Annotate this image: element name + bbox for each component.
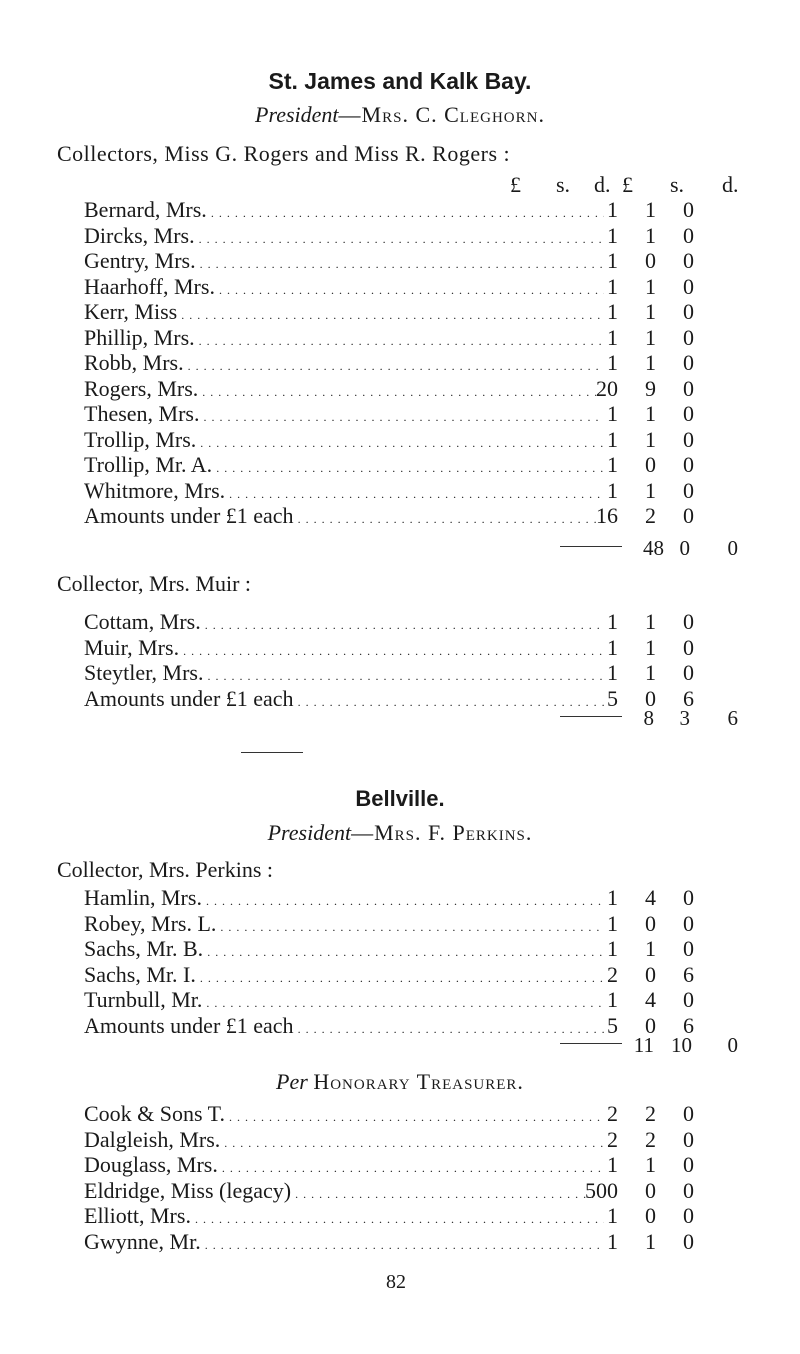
entry-shillings: 2 — [645, 503, 656, 528]
group2-total-pounds: 8 — [643, 706, 654, 730]
entry-shillings: 1 — [645, 401, 656, 426]
list-item — [84, 325, 800, 351]
president-name: —Mrs. F. Perkins. — [351, 820, 533, 845]
list-item — [84, 1203, 800, 1229]
entry-name: Trollip, Mr. A. . . . — [84, 452, 604, 478]
entry-pence: 0 — [683, 1126, 694, 1152]
entry-pence: 0 — [683, 222, 694, 248]
entry-pence: 0 — [683, 503, 694, 528]
list-item — [84, 1013, 800, 1039]
entry-pence: 6 — [683, 961, 694, 987]
group2-total-pence: 6 — [727, 706, 738, 730]
list-item — [84, 452, 800, 478]
list-item — [84, 936, 800, 962]
list-item — [84, 962, 800, 988]
list-item — [84, 299, 800, 325]
honorary-treasurer-title: Honorary Treasurer. — [313, 1069, 524, 1094]
entry-pence: 0 — [683, 1203, 694, 1228]
entry-pounds: 1 — [607, 299, 618, 324]
page-number: 82 — [386, 1271, 406, 1293]
entry-pence: 0 — [683, 1101, 694, 1126]
section-title-bellville: Bellville. — [355, 786, 445, 811]
entry-shillings: 4 — [645, 987, 656, 1012]
entry-shillings: 0 — [645, 1177, 656, 1203]
entry-pounds: 2 — [607, 1126, 618, 1152]
entry-pence: 0 — [683, 634, 694, 660]
group2-total-shillings: 3 — [679, 706, 690, 730]
entry-pounds: 500 — [585, 1177, 618, 1203]
president-label: President — [267, 820, 352, 845]
entry-pence: 0 — [683, 1177, 694, 1203]
entry-shillings: 1 — [645, 477, 656, 503]
entry-shillings: 0 — [645, 910, 656, 936]
list-item — [84, 401, 800, 427]
entry-shillings: 1 — [645, 222, 656, 248]
entry-pence: 0 — [683, 248, 694, 273]
entry-shillings: 1 — [645, 634, 656, 660]
entry-pounds: 2 — [607, 1101, 618, 1126]
collectors-line: Collectors, Miss G. Rogers and Miss R. Rogers : — [57, 141, 511, 166]
entry-pounds: 1 — [607, 401, 618, 426]
entry-pence: 6 — [683, 685, 694, 711]
list-item — [84, 1127, 800, 1153]
entry-shillings: 0 — [645, 452, 656, 477]
president-label: President — [255, 102, 339, 127]
list-item — [84, 1101, 800, 1127]
entry-name: Amounts under £1 each . . . — [84, 1013, 604, 1039]
entry-pounds: 1 — [607, 477, 618, 503]
entry-shillings: 0 — [645, 685, 656, 711]
entry-name: Hamlin, Mrs. . . . — [84, 885, 604, 911]
entry-shillings: 0 — [645, 1203, 656, 1228]
list-item — [84, 197, 800, 223]
entry-name: Dalgleish, Mrs. . . . — [84, 1127, 604, 1153]
entry-name: Rogers, Mrs. . . . — [84, 376, 604, 402]
col-pence: d. — [594, 172, 611, 197]
entry-pounds: 5 — [607, 685, 618, 711]
entry-pence: 0 — [683, 1152, 694, 1177]
bellville-total-pounds: 11 — [633, 1033, 654, 1057]
collector-bellville-line: Collector, Mrs. Perkins : — [57, 857, 274, 882]
entry-shillings: 1 — [645, 426, 656, 452]
list-item — [84, 350, 800, 376]
entry-pounds: 1 — [607, 885, 618, 910]
entry-shillings: 9 — [645, 375, 656, 401]
entry-shillings: 1 — [645, 660, 656, 685]
entry-pence: 0 — [683, 401, 694, 426]
list-item — [84, 274, 800, 300]
entry-pounds: 1 — [607, 936, 618, 961]
list-item — [84, 478, 800, 504]
entry-name: Trollip, Mrs. . . . — [84, 427, 604, 453]
entry-pounds: 1 — [607, 222, 618, 248]
entry-shillings: 0 — [645, 961, 656, 987]
entry-pence: 0 — [683, 1228, 694, 1254]
entry-pence: 0 — [683, 273, 694, 299]
entry-shillings: 1 — [645, 1228, 656, 1254]
entry-name: Cottam, Mrs. . . . — [84, 609, 604, 635]
entry-pounds: 1 — [607, 609, 618, 634]
entry-shillings: 1 — [645, 609, 656, 634]
list-item — [84, 660, 800, 686]
entry-pence: 0 — [683, 609, 694, 634]
entry-shillings: 0 — [645, 1012, 656, 1038]
entry-pounds: 1 — [607, 1203, 618, 1228]
entry-pence: 0 — [683, 660, 694, 685]
entry-name: Douglass, Mrs. . . . — [84, 1152, 604, 1178]
entry-pounds: 1 — [607, 324, 618, 350]
entry-name: Eldridge, Miss (legacy) . . . — [84, 1178, 604, 1204]
entry-name: Sachs, Mr. I. . . . — [84, 962, 604, 988]
entry-pounds: 16 — [596, 503, 618, 528]
entry-pounds: 1 — [607, 248, 618, 273]
entry-pence: 0 — [683, 350, 694, 375]
bellville-rule — [560, 1043, 622, 1044]
group1-rule — [560, 546, 622, 547]
entry-pounds: 1 — [607, 634, 618, 660]
list-item — [84, 1178, 800, 1204]
entry-name: Amounts under £1 each . . . — [84, 686, 604, 712]
col-total-pence: d. — [722, 172, 739, 197]
list-item — [84, 248, 800, 274]
president-name: —Mrs. C. Cleghorn. — [338, 102, 545, 127]
list-item — [84, 609, 800, 635]
collector2-line: Collector, Mrs. Muir : — [57, 571, 252, 596]
entry-pence: 0 — [683, 987, 694, 1012]
entry-shillings: 1 — [645, 324, 656, 350]
entry-pence: 0 — [683, 885, 694, 910]
per-label: Per — [276, 1069, 308, 1094]
entry-pence: 0 — [683, 936, 694, 961]
entry-pence: 0 — [683, 299, 694, 324]
entry-pence: 0 — [683, 477, 694, 503]
entry-pounds: 1 — [607, 197, 618, 222]
entry-pence: 0 — [683, 426, 694, 452]
entry-pounds: 1 — [607, 660, 618, 685]
entry-pounds: 1 — [607, 910, 618, 936]
entry-pence: 0 — [683, 910, 694, 936]
entry-name: Dircks, Mrs. . . . — [84, 223, 604, 249]
list-item — [84, 376, 800, 402]
col-total-pounds: £ — [622, 172, 633, 197]
entry-pounds: 1 — [607, 987, 618, 1012]
bellville-total-shillings: 10 — [671, 1033, 692, 1057]
list-item — [84, 1152, 800, 1178]
group1-total-shillings: 0 — [679, 536, 690, 560]
section-president-st-james — [0, 102, 800, 128]
group1-total-pounds: 48 — [643, 536, 664, 560]
entry-name: Kerr, Miss . . . — [84, 299, 604, 325]
entry-shillings: 2 — [645, 1126, 656, 1152]
entry-shillings: 1 — [645, 299, 656, 324]
entry-shillings: 0 — [645, 248, 656, 273]
entry-pounds: 1 — [607, 350, 618, 375]
entry-name: Whitmore, Mrs. . . . — [84, 478, 604, 504]
entry-name: Sachs, Mr. B. . . . — [84, 936, 604, 962]
section-divider — [241, 752, 303, 753]
col-total-shillings: s. — [670, 172, 685, 197]
entry-name: Steytler, Mrs. . . . — [84, 660, 604, 686]
section-honorary-treasurer — [0, 1069, 800, 1095]
entry-pounds: 1 — [607, 1152, 618, 1177]
list-item — [84, 503, 800, 529]
entry-pounds: 1 — [607, 426, 618, 452]
entry-shillings: 1 — [645, 350, 656, 375]
bellville-total-pence: 0 — [727, 1033, 738, 1057]
list-item — [84, 911, 800, 937]
entry-shillings: 1 — [645, 197, 656, 222]
entry-pounds: 5 — [607, 1012, 618, 1038]
entry-name: Muir, Mrs. . . . — [84, 635, 604, 661]
entry-pence: 6 — [683, 1012, 694, 1038]
entry-name: Robb, Mrs. . . . — [84, 350, 604, 376]
entry-pounds: 20 — [596, 375, 618, 401]
entry-name: Thesen, Mrs. . . . — [84, 401, 604, 427]
entry-name: Haarhoff, Mrs. . . . — [84, 274, 604, 300]
list-item — [84, 223, 800, 249]
col-pounds: £ — [510, 172, 521, 197]
entry-shillings: 1 — [645, 1152, 656, 1177]
list-item — [84, 1229, 800, 1255]
entry-shillings: 1 — [645, 936, 656, 961]
entry-name: Cook & Sons T. . . . — [84, 1101, 604, 1127]
section-title-st-james: St. James and Kalk Bay. — [268, 68, 532, 94]
entry-shillings: 1 — [645, 273, 656, 299]
list-item — [84, 686, 800, 712]
entry-pence: 0 — [683, 375, 694, 401]
entry-name: Turnbull, Mr. . . . — [84, 987, 604, 1013]
entry-pence: 0 — [683, 324, 694, 350]
list-item — [84, 427, 800, 453]
entry-name: Gwynne, Mr. . . . — [84, 1229, 604, 1255]
group2-rule — [560, 716, 622, 717]
list-item — [84, 885, 800, 911]
entry-name: Amounts under £1 each . . . — [84, 503, 604, 529]
entry-pence: 0 — [683, 452, 694, 477]
entry-pounds: 1 — [607, 273, 618, 299]
entry-pounds: 1 — [607, 1228, 618, 1254]
entry-pounds: 1 — [607, 452, 618, 477]
entry-name: Gentry, Mrs. . . . — [84, 248, 604, 274]
entry-pounds: 2 — [607, 961, 618, 987]
section-president-bellville — [0, 820, 800, 846]
list-item — [84, 987, 800, 1013]
entry-name: Elliott, Mrs. . . . — [84, 1203, 604, 1229]
entry-name: Robey, Mrs. L. . . . — [84, 911, 604, 937]
list-item — [84, 635, 800, 661]
group1-total-pence: 0 — [727, 536, 738, 560]
entry-shillings: 2 — [645, 1101, 656, 1126]
entry-shillings: 4 — [645, 885, 656, 910]
col-shillings: s. — [556, 172, 571, 197]
entry-name: Phillip, Mrs. . . . — [84, 325, 604, 351]
entry-pence: 0 — [683, 197, 694, 222]
entry-name: Bernard, Mrs. . . . — [84, 197, 604, 223]
